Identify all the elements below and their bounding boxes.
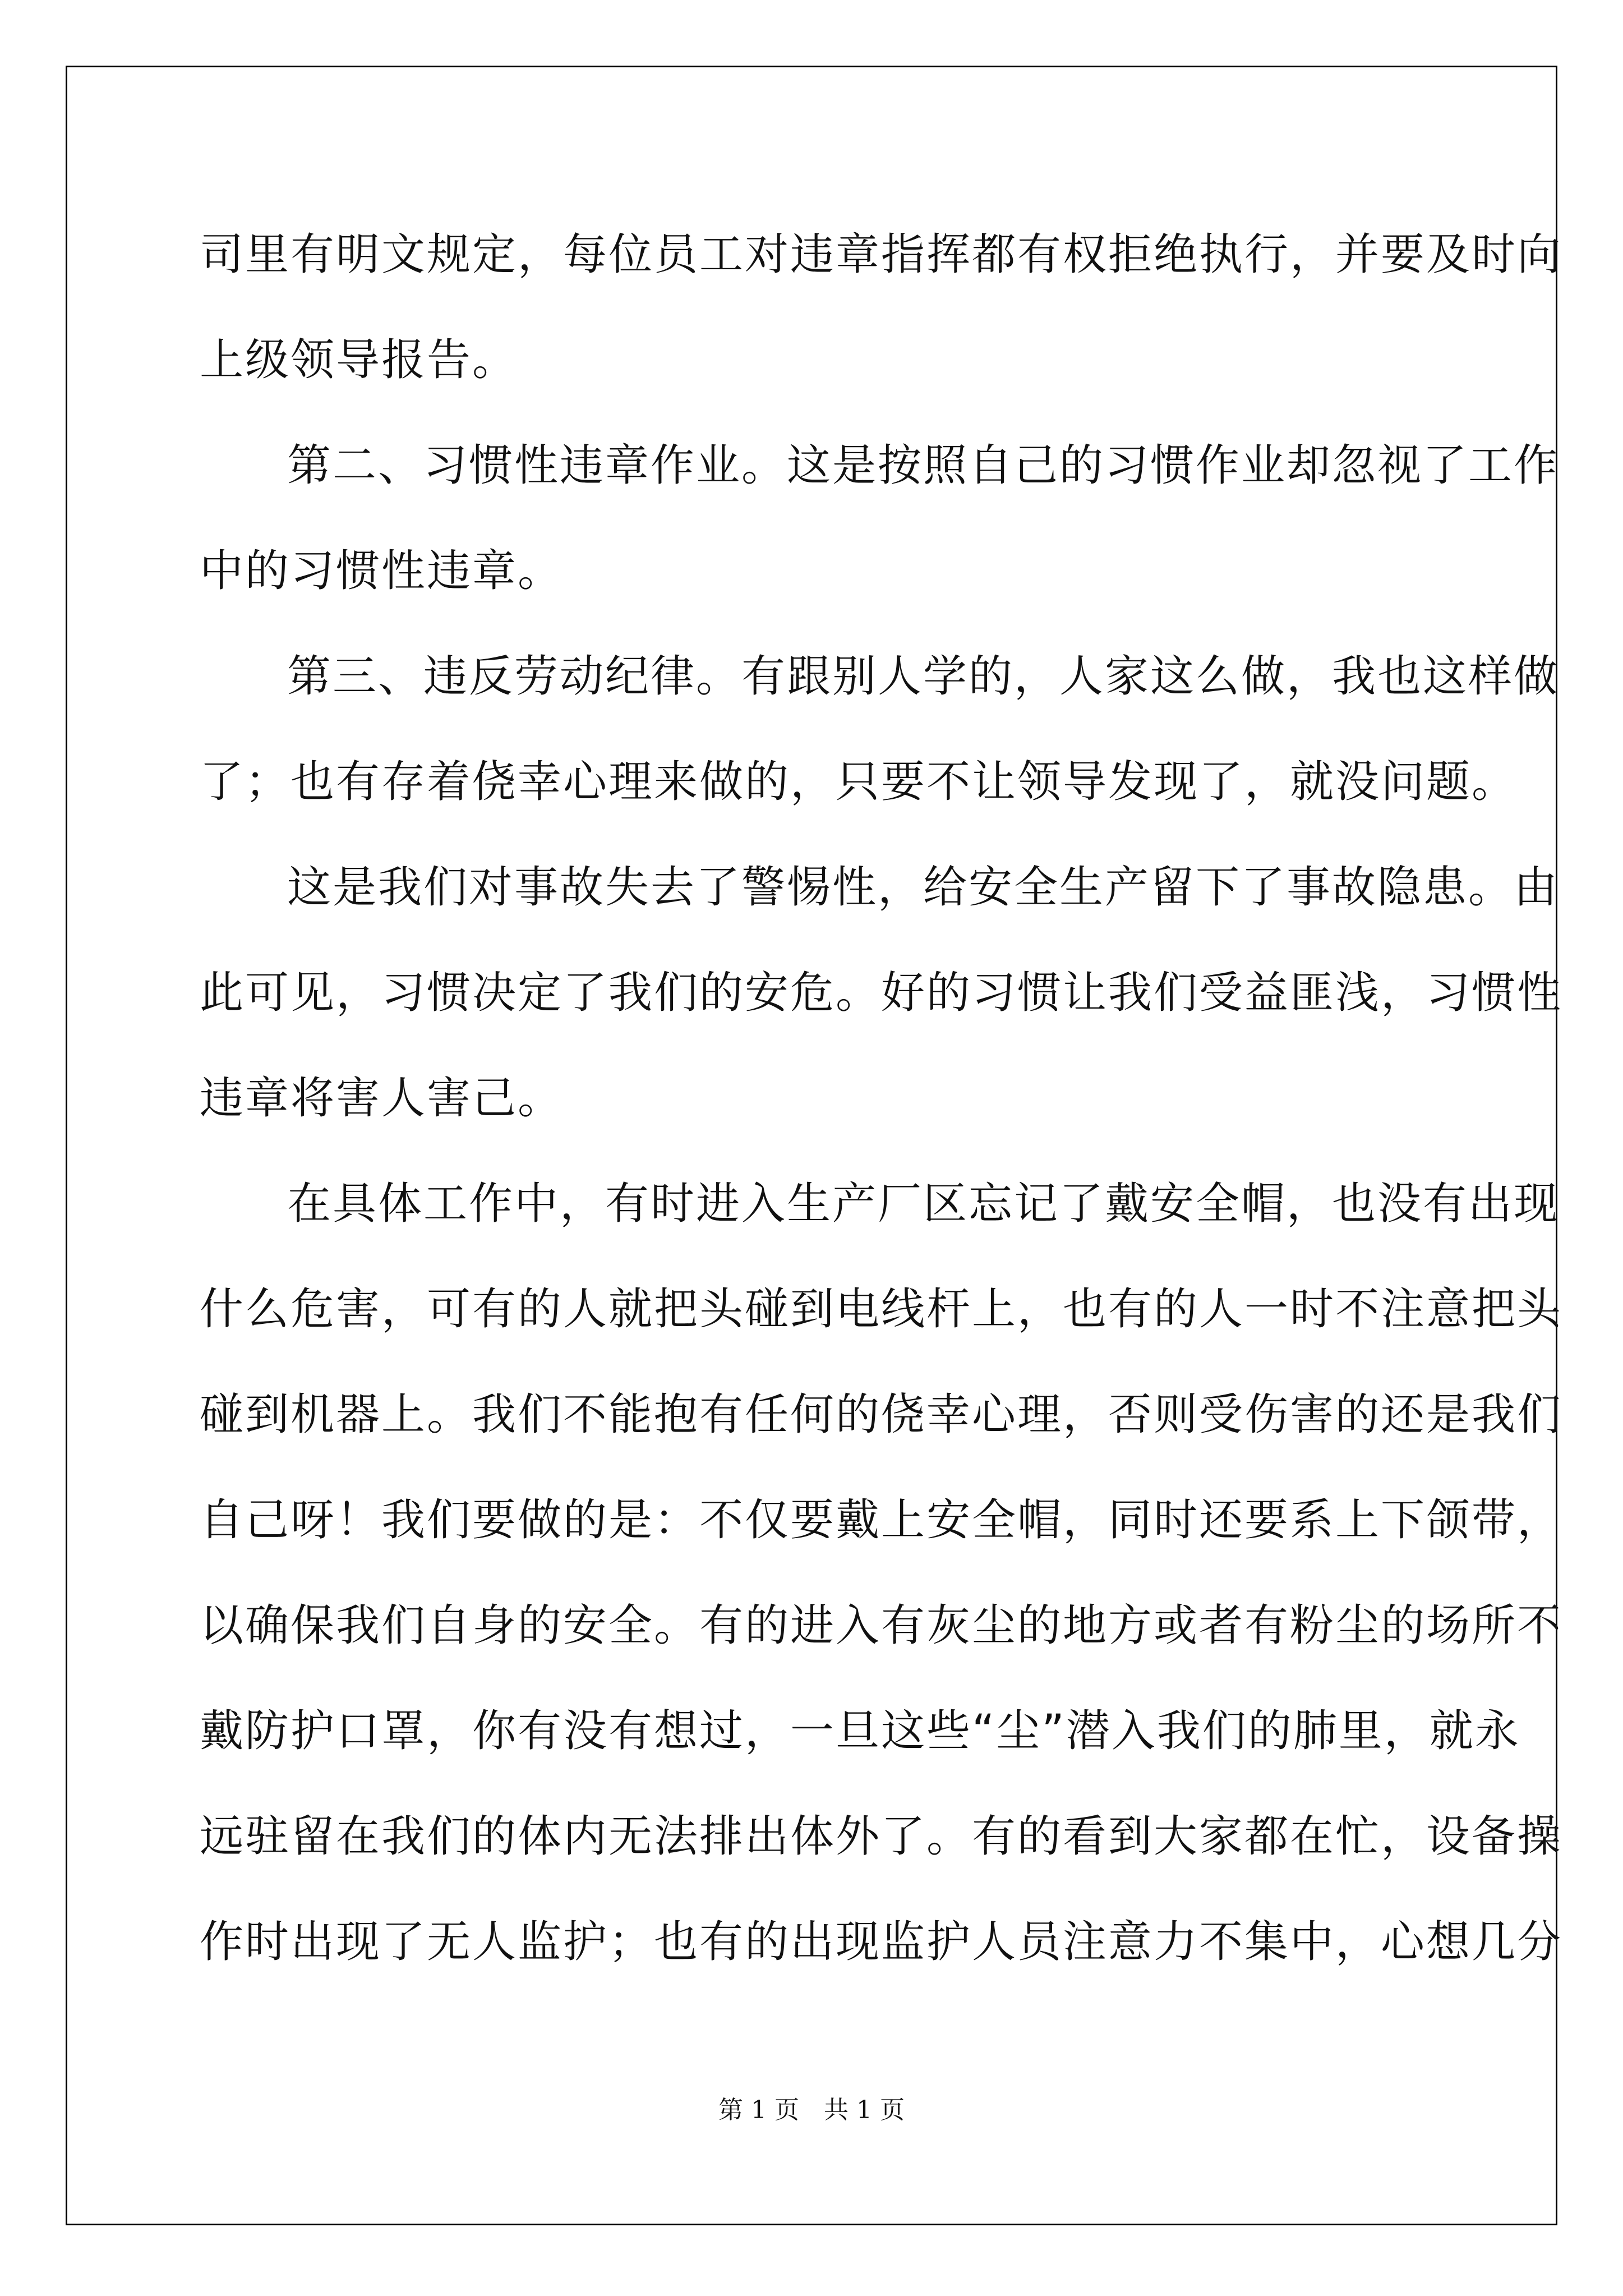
paragraph (200, 1151, 1563, 1995)
text-line: 了；也有存着侥幸心理来做的，只要不让领导发现了，就没问题。 (200, 757, 1518, 807)
paragraph (200, 835, 1563, 1151)
text-line: 什么危害，可有的人就把头碰到电线杆上，也有的人一时不注意把头 (200, 1284, 1563, 1335)
text-line: 以确保我们自身的安全。有的进入有灰尘的地方或者有粉尘的场所不 (200, 1600, 1563, 1651)
page-number-footer: 第 1 页 共 1 页 (718, 2096, 905, 2124)
text-line: 自己呀！我们要做的是：不仅要戴上安全帽，同时还要系上下颌带， (200, 1495, 1563, 1545)
paragraph (200, 413, 1560, 624)
text-line: 碰到机器上。我们不能抱有任何的侥幸心理，否则受伤害的还是我们 (200, 1389, 1563, 1440)
text-line: 此可见，习惯决定了我们的安危。好的习惯让我们受益匪浅，习惯性 (200, 968, 1563, 1018)
text-line: 第三、违反劳动纪律。有跟别人学的，人家这么做，我也这样做 (287, 651, 1560, 702)
text-line: 戴防护口罩，你有没有想过，一旦这些“尘”潜入我们的肺里，就永 (200, 1706, 1520, 1756)
text-line: 司里有明文规定，每位员工对违章指挥都有权拒绝执行，并要及时向 (200, 229, 1563, 280)
paragraph (200, 202, 1563, 413)
text-line: 中的习惯性违章。 (200, 546, 564, 596)
paragraph (200, 624, 1560, 835)
text-line: 违章将害人害己。 (200, 1073, 564, 1124)
text-line: 上级领导报告。 (200, 335, 518, 385)
text-line: 这是我们对事故失去了警惕性，给安全生产留下了事故隐患。由 (287, 862, 1560, 913)
text-line: 作时出现了无人监护；也有的出现监护人员注意力不集中，心想几分 (200, 1917, 1563, 1967)
text-line: 在具体工作中，有时进入生产厂区忘记了戴安全帽，也没有出现 (287, 1179, 1560, 1229)
text-line: 第二、习惯性违章作业。这是按照自己的习惯作业却忽视了工作 (287, 440, 1560, 491)
document-body (200, 202, 1563, 1995)
text-line: 远驻留在我们的体内无法排出体外了。有的看到大家都在忙，设备操 (200, 1811, 1563, 1862)
